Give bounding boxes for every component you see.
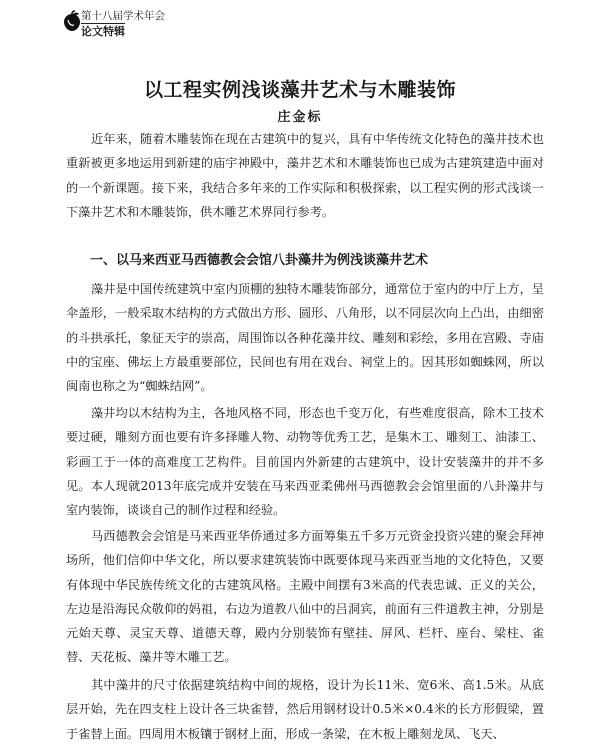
body-paragraph: 藻井是中国传统建筑中室内顶棚的独特木雕装饰部分，通常位于室内的中厅上方，呈伞盖形，一般采取木结构的方式做出方形、圆形、八角形，以不同层次向上凸出，由细密的斗拱承托，象征天宇的崇高，周围饰以各种花藻井纹、雕刻和彩绘，多用在宫殿、寺庙中的宝座、佛坛上方最重要部位，民间也有用在戏台、祠堂上的。因其形如蜘蛛网，所以闽南也称之为“蜘蛛结网”。 xyxy=(66,282,544,394)
article-title: 以工程实例浅谈藻井艺术与木雕装饰 xyxy=(143,78,456,101)
fruit-stamp-icon xyxy=(62,10,82,32)
body-paragraph: 其中藻井的尺寸依据建筑结构中间的规格，设计为长11米、宽6米、高1.5米。从底层开始，先在四支柱上设计各三块雀替，然后用钢材设计0.5米×0.4米的长方形假梁，置于雀替上面。四周用木板镶于钢材上面，形成一条梁，在木板上雕刻龙凤、飞天、 xyxy=(66,678,544,741)
journal-section-label: 论文特辑 xyxy=(81,25,125,38)
journal-header xyxy=(62,10,182,38)
body-paragraph: 马西德教会会馆是马来西亚华侨通过多方面筹集五千多万元资金投资兴建的聚会拜神场所，他们信仰中华文化，所以要求建筑装饰中既要体现马来西亚当地的文化特色，又要有体现中华民族传统文化的古建筑风格。主殿中间摆有3米高的代表忠诚、正义的关公，左边是沿海民众敬仰的妈祖，右边为道教八仙中的吕洞宾，前面有三件道教主神，分别是元始天尊、灵宝天尊、道德天尊，殿内分别装饰有壁挂、屏风、栏杆、座台、梁柱、雀替、天花板、藻井等木雕工艺。 xyxy=(66,529,544,665)
article-author: 庄金标 xyxy=(277,110,323,125)
intro-paragraph: 近年来，随着木雕装饰在现在古建筑中的复兴，具有中华传统文化特色的藻井技术也重新被更多地运用到新建的庙宇神殿中，藻井艺术和木雕装饰也已成为古建筑建造中面对的一个新课题。接下来，我结合多年来的工作实际和积极探索，以工程实例的形式浅谈一下藻井艺术和木雕装饰，供木雕艺术界同行参考。 xyxy=(66,132,544,219)
body-paragraph: 藻井均以木结构为主，各地风格不同，形态也千变万化，有些难度很高，除木工技术要过硬，雕刻方面也要有许多择雕人物、动物等优秀工艺，是集木工、雕刻工、油漆工、彩画工于一体的高难度工艺构件。目前国内外新建的古建筑中，设计安装藻井的并不多见。本人现就2013年底完成并安装在马来西亚柔佛州马西德教会会馆里面的八卦藻井与室内装饰，谈谈自己的制作过程和经验。 xyxy=(66,406,544,518)
journal-session-label: 第十八届学术年会 xyxy=(81,10,165,22)
section-heading: 一、以马来西亚马西德教会会馆八卦藻井为例浅谈藻井艺术 xyxy=(90,253,429,268)
